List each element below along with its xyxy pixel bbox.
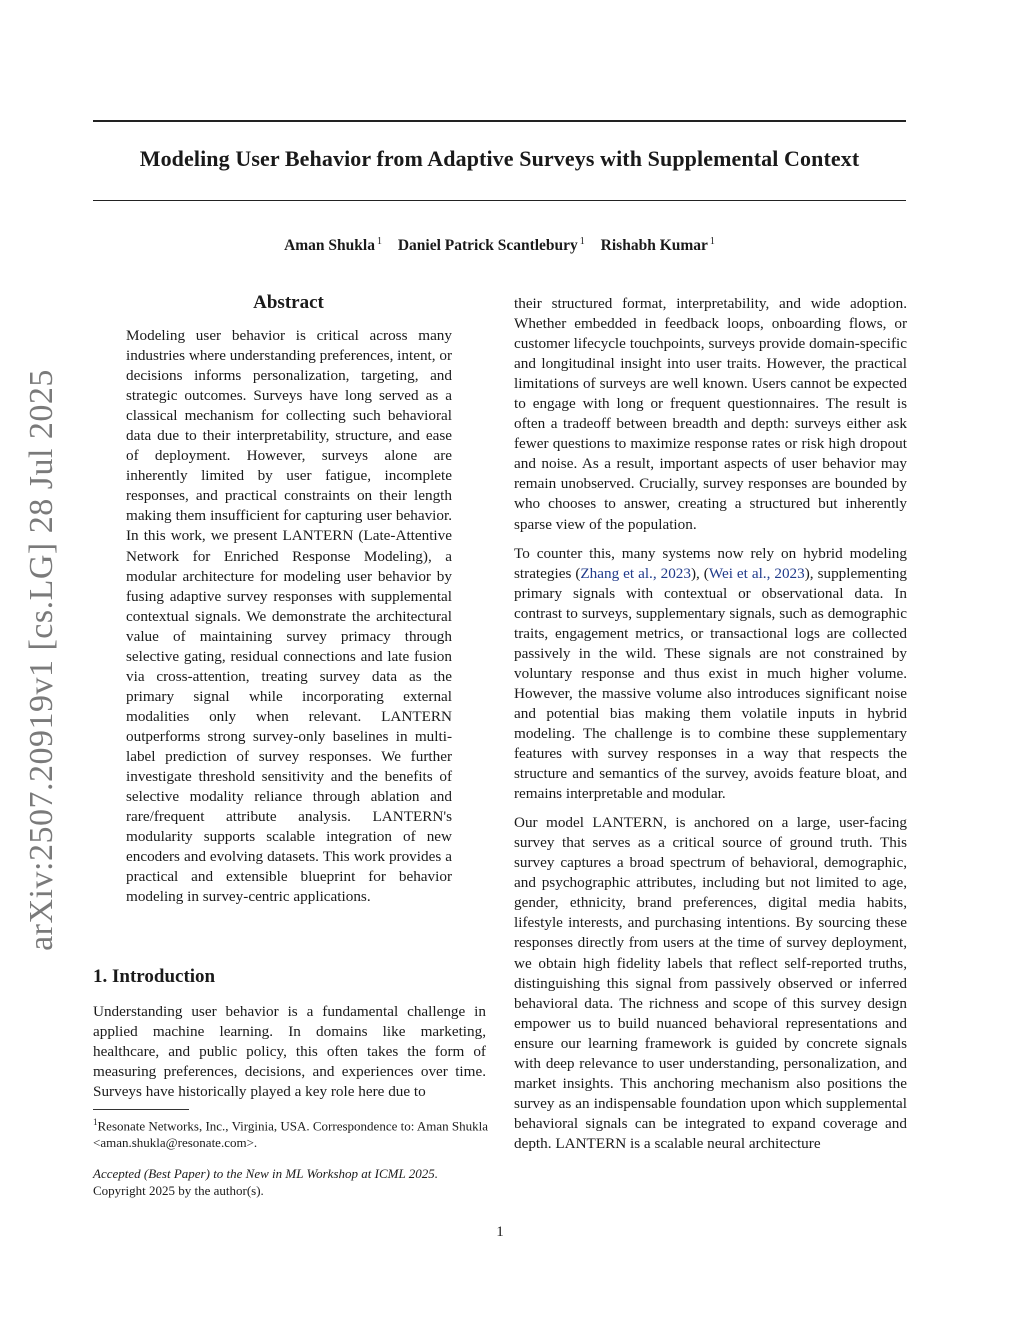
footnote-marker: 1 <box>93 1117 98 1127</box>
author <box>398 237 585 254</box>
author <box>601 237 715 254</box>
author-name: Rishabh Kumar <box>600 237 708 255</box>
author-affiliation-marker: 1 <box>579 236 585 247</box>
author-name: Aman Shukla <box>284 237 375 255</box>
arxiv-identifier-stamp: arXiv:2507.20919v1 [cs.LG] 28 Jul 2025 <box>23 369 60 951</box>
paragraph-text: ), ( <box>690 564 709 582</box>
section-heading-introduction: 1. Introduction <box>93 966 216 987</box>
author-affiliation-marker: 1 <box>376 236 382 247</box>
author-name: Daniel Patrick Scantlebury <box>397 237 578 255</box>
footnote-text: Resonate Networks, Inc., Virginia, USA. Correspondence to: Aman Shukla <aman.shukla@resonate.com>. <box>93 1118 488 1151</box>
page-number: 1 <box>496 1224 504 1240</box>
citation-link[interactable]: Wei et al., 2023 <box>708 564 805 582</box>
author <box>284 237 382 254</box>
abstract-heading: Abstract <box>253 292 324 313</box>
copyright-note: Copyright 2025 by the author(s). <box>93 1183 264 1198</box>
acceptance-note: Accepted (Best Paper) to the New in ML Workshop at ICML 2025. <box>93 1166 438 1181</box>
abstract-text: Modeling user behavior is critical across many industries where understanding preferences, intent, or decisions informs personalization, targeting, and strategic outcomes. Surveys have long served as a classical mechanism for collecting such behavioral data due to their interpretability, structure, and ease of deployment. However, surveys alone are inherently limited by user fatigue, incomplete responses, and practical constraints on their length making them insufficient for capturing user behavior. In this work, we present LANTERN (Late-Attentive Network for Enriched Response Modeling), a modular architecture for modeling user behavior by fusing adaptive survey responses with supplemental contextual signals. We demonstrate the architectural value of maintaining survey primacy through selective gating, residual connections and late fusion via cross-attention, treating survey data as the primary signal while incorporating external modalities only when relevant. LANTERN outperforms strong survey-only baselines in multi-label prediction of survey responses. We further investigate threshold sensitivity and the benefits of selective modality reliance through ablation and rare/frequent attribute analysis. LANTERN's modularity supports scalable integration of new encoders and evolving datasets. This work provides a practical and extensible blueprint for behavior modeling in survey-centric applications. <box>126 327 452 906</box>
right-column <box>514 294 907 1163</box>
introduction-paragraph-left: Understanding user behavior is a fundamental challenge in applied machine learning. In domains like marketing, healthcare, and public policy, this often takes the form of measuring preferences, decisions, and experiences over time. Surveys have historically played a key role here due to <box>93 1003 486 1101</box>
footnote-rule <box>93 1109 189 1110</box>
introduction-paragraph: Our model LANTERN, is anchored on a large, user-facing survey that serves as a critical source of ground truth. This survey captures a broad spectrum of behavioral, demographic, and psychographic attributes, including but not limited to age, gender, ethnicity, brand preferences, digital media habits, lifestyle interests, and purchasing intentions. By sourcing these responses directly from users at the time of survey deployment, we obtain high fidelity labels that reflect self-reported truths, distinguishing this signal from passively observed or inferred behavioral data. The richness and scope of this survey design empower us to build nuanced behavioral representations and ensure our learning framework is guided by concrete signals with deep relevance to user understanding, personalization, and market insights. This anchoring mechanism also positions the survey as an indispensable foundation upon which supplemental behavioral signals can be integrated to expand coverage and depth. LANTERN is a scalable neural architecture <box>514 814 907 1152</box>
affiliation-footnote <box>93 1114 488 1151</box>
introduction-paragraph <box>514 544 907 805</box>
citation-link[interactable]: Zhang et al., 2023 <box>580 564 691 582</box>
venue-note <box>93 1165 488 1199</box>
paragraph-text: ), supplementing primary signals with contextual or observational data. In contrast to surveys, supplementary signals, such as demographic traits, engagement metrics, or transactional logs are collected passively in the wild. These signals are not constrained by voluntary response and thus exist in much higher volume. However, the massive volume also introduces significant noise and potential bias making them volatile inputs in hybrid modeling. The challenge is to combine these supplementary features with survey responses in a way that respects the structure and semantics of the survey, avoids feature bloat, and remains interpretable and modular. <box>514 564 907 803</box>
title-bottom-rule <box>93 200 906 201</box>
introduction-paragraph: their structured format, interpretability, and wide adoption. Whether embedded in feedback loops, onboarding flows, or customer lifecycle touchpoints, surveys provide domain-specific and longitudinal insight into user traits. However, the practical limitations of surveys are well known. Users cannot be expected to engage with long or frequent questionnaires. The result is often a tradeoff between breadth and depth: surveys either ask fewer questions to maximize response rates or risk high dropout and noise. As a result, important aspects of user behavior may remain unobserved. Crucially, survey responses are bounded by who chooses to answer, creating a structured but inherently sparse view of the population. <box>514 295 907 533</box>
paragraph-text: To counter this, many systems now rely on hybrid modeling strategies ( <box>514 544 907 582</box>
paper-title: Modeling User Behavior from Adaptive Surveys with Supplemental Context <box>139 146 860 171</box>
author-affiliation-marker: 1 <box>709 236 715 247</box>
title-top-rule <box>93 120 906 122</box>
author-list <box>93 236 906 255</box>
